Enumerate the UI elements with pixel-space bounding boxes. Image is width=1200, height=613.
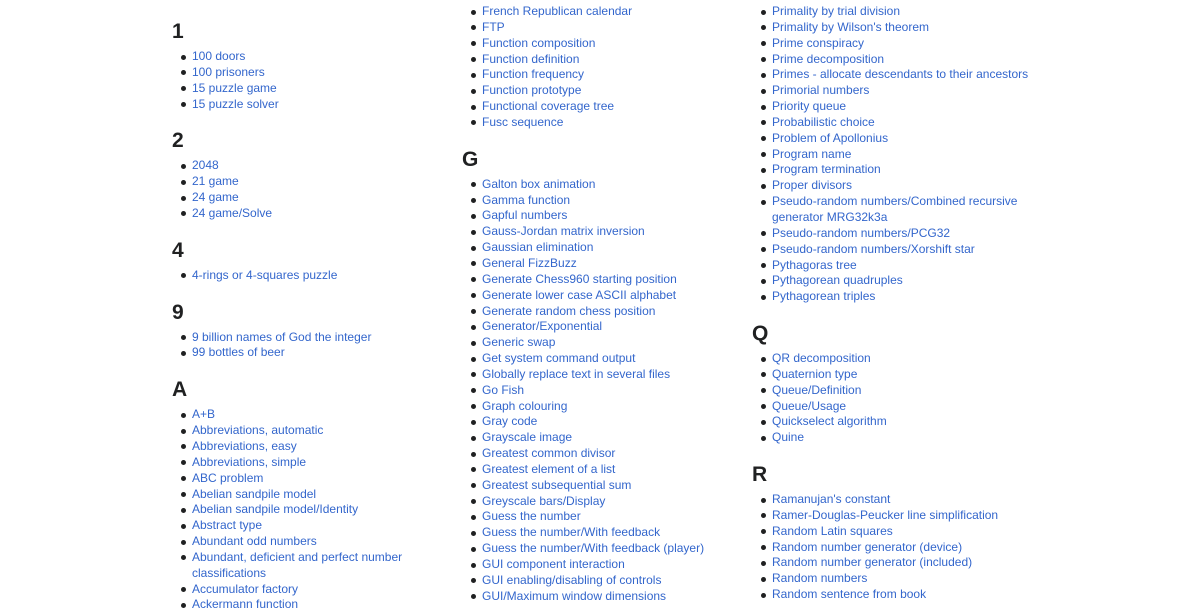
section-heading-a: A xyxy=(172,378,188,402)
task-link[interactable]: French Republican calendar xyxy=(482,4,633,18)
task-link[interactable]: ABC problem xyxy=(192,470,264,485)
task-link[interactable]: Fusc sequence xyxy=(482,114,564,129)
list-item xyxy=(172,49,452,65)
list-item xyxy=(462,67,742,83)
task-link[interactable]: Function composition xyxy=(482,35,596,50)
section-list-g xyxy=(462,177,742,605)
task-link[interactable]: Quickselect algorithm xyxy=(772,414,887,429)
task-link[interactable]: FTP xyxy=(482,19,505,34)
list-item xyxy=(172,190,452,206)
task-link[interactable]: Grayscale image xyxy=(482,430,573,445)
task-link[interactable]: Abelian sandpile model xyxy=(192,486,317,501)
list-item xyxy=(462,319,742,335)
task-link[interactable]: Priority queue xyxy=(772,99,847,114)
list-item xyxy=(462,494,742,510)
list-item xyxy=(172,550,452,582)
task-link[interactable]: Abbreviations, automatic xyxy=(192,423,324,438)
section-heading-r: R xyxy=(752,463,768,487)
task-link[interactable]: Function definition xyxy=(482,51,580,66)
list-item xyxy=(752,508,1032,524)
list-item xyxy=(752,147,1032,163)
task-link[interactable]: 2048 xyxy=(192,158,219,173)
list-item xyxy=(752,367,1032,383)
task-link[interactable]: GUI enabling/disabling of controls xyxy=(482,572,662,587)
list-item xyxy=(462,115,742,131)
task-link[interactable]: Abundant, deficient and perfect number classifications xyxy=(192,549,403,580)
list-item xyxy=(462,399,742,415)
list-item xyxy=(172,471,452,487)
list-item xyxy=(172,345,452,361)
task-link[interactable]: Pseudo-random numbers/PCG32 xyxy=(772,225,951,240)
list-item xyxy=(752,555,1032,571)
list-item xyxy=(462,193,742,209)
task-link[interactable]: Generate Chess960 starting position xyxy=(482,271,677,286)
list-item xyxy=(462,240,742,256)
list-item xyxy=(752,83,1032,99)
list-item xyxy=(462,557,742,573)
section-list-9 xyxy=(172,330,452,362)
list-item xyxy=(172,81,452,97)
task-link[interactable]: 15 puzzle game xyxy=(192,80,277,95)
task-link[interactable]: 100 doors xyxy=(192,49,246,63)
list-item xyxy=(752,4,1032,20)
column-1 xyxy=(172,19,452,613)
task-link[interactable]: Greatest element of a list xyxy=(482,461,616,476)
task-link[interactable]: Queue/Usage xyxy=(772,398,847,413)
task-link[interactable]: Random numbers xyxy=(772,571,868,586)
list-item xyxy=(752,414,1032,430)
task-link[interactable]: Primorial numbers xyxy=(772,83,870,98)
task-link[interactable]: 4-rings or 4-squares puzzle xyxy=(192,267,338,282)
list-item xyxy=(462,20,742,36)
list-item xyxy=(462,351,742,367)
section-list-p xyxy=(752,4,1032,305)
list-item xyxy=(172,330,452,346)
list-item xyxy=(462,462,742,478)
section-heading-9: 9 xyxy=(172,300,184,324)
task-link[interactable]: Pythagorean triples xyxy=(772,289,876,304)
section-heading-2: 2 xyxy=(172,129,184,153)
list-item xyxy=(752,524,1032,540)
list-item xyxy=(462,52,742,68)
list-item xyxy=(752,399,1032,415)
list-item xyxy=(752,587,1032,603)
list-item xyxy=(752,273,1032,289)
list-item xyxy=(172,502,452,518)
section-list-1 xyxy=(172,49,452,112)
list-item xyxy=(462,83,742,99)
task-link[interactable]: Problem of Apollonius xyxy=(772,130,889,145)
task-link[interactable]: 24 game/Solve xyxy=(192,205,273,220)
list-item xyxy=(752,99,1032,115)
task-link[interactable]: General FizzBuzz xyxy=(482,255,577,270)
list-item xyxy=(462,288,742,304)
list-item xyxy=(172,174,452,190)
list-item xyxy=(172,582,452,598)
task-link[interactable]: Abbreviations, simple xyxy=(192,454,307,469)
section-list-r xyxy=(752,492,1032,603)
list-item xyxy=(752,36,1032,52)
list-item xyxy=(462,224,742,240)
list-item xyxy=(462,335,742,351)
task-link[interactable]: Abstract type xyxy=(192,518,263,533)
task-link[interactable]: Random number generator (device) xyxy=(772,539,963,554)
list-item xyxy=(462,256,742,272)
task-link[interactable]: Primality by Wilson's theorem xyxy=(772,19,929,34)
list-item xyxy=(172,597,452,613)
task-link[interactable]: Random number generator (included) xyxy=(772,555,973,570)
list-item xyxy=(752,67,1032,83)
task-link[interactable]: Program termination xyxy=(772,162,881,177)
task-link[interactable]: Abundant odd numbers xyxy=(192,534,317,549)
list-item xyxy=(462,446,742,462)
task-link[interactable]: Pythagoras tree xyxy=(772,257,857,272)
list-item xyxy=(172,268,452,284)
task-link[interactable]: Generic swap xyxy=(482,335,556,350)
task-link[interactable]: Random Latin squares xyxy=(772,523,893,538)
list-item xyxy=(752,571,1032,587)
section-heading-4: 4 xyxy=(172,238,184,262)
list-item xyxy=(172,487,452,503)
task-link[interactable]: Pseudo-random numbers/Xorshift star xyxy=(772,241,975,256)
task-link[interactable]: Gamma function xyxy=(482,192,571,207)
section-list-q xyxy=(752,351,1032,446)
list-item xyxy=(172,407,452,423)
task-link[interactable]: Gaussian elimination xyxy=(482,240,594,255)
list-item xyxy=(462,573,742,589)
task-link[interactable]: 24 game xyxy=(192,190,239,205)
list-item xyxy=(752,52,1032,68)
list-item xyxy=(752,540,1032,556)
list-item xyxy=(462,36,742,52)
task-link[interactable]: GUI component interaction xyxy=(482,557,625,571)
column-2 xyxy=(462,4,742,605)
task-link[interactable]: Quaternion type xyxy=(772,366,858,381)
section-list-a xyxy=(172,407,452,613)
task-link[interactable]: Guess the number/With feedback (player) xyxy=(482,541,705,556)
section-heading-q: Q xyxy=(752,322,769,346)
list-item xyxy=(462,99,742,115)
task-link[interactable]: Graph colouring xyxy=(482,398,568,413)
task-link[interactable]: Function frequency xyxy=(482,67,585,82)
task-link[interactable]: Ackermann function xyxy=(192,597,299,612)
list-item xyxy=(462,4,742,20)
task-link[interactable]: 9 billion names of God the integer xyxy=(192,329,372,344)
list-item xyxy=(752,351,1032,367)
task-link[interactable]: Gapful numbers xyxy=(482,208,568,223)
task-link[interactable]: Guess the number/With feedback xyxy=(482,525,661,540)
list-item xyxy=(752,289,1032,305)
list-item xyxy=(752,20,1032,36)
task-link[interactable]: Function prototype xyxy=(482,83,582,98)
list-item xyxy=(462,525,742,541)
list-item xyxy=(752,430,1032,446)
task-link[interactable]: Quine xyxy=(772,430,805,445)
task-link[interactable]: Primes - allocate descendants to their ancestors xyxy=(772,67,1029,82)
list-item xyxy=(172,158,452,174)
list-item xyxy=(462,208,742,224)
task-link[interactable]: Ramanujan's constant xyxy=(772,492,891,507)
task-link[interactable]: GUI/Maximum window dimensions xyxy=(482,588,667,603)
task-link[interactable]: Get system command output xyxy=(482,351,636,366)
task-link[interactable]: Greyscale bars/Display xyxy=(482,493,606,508)
list-item xyxy=(462,509,742,525)
task-link[interactable]: Generate lower case ASCII alphabet xyxy=(482,287,677,302)
task-link[interactable]: Globally replace text in several files xyxy=(482,366,671,381)
task-link[interactable]: Gauss-Jordan matrix inversion xyxy=(482,224,645,239)
task-link[interactable]: Prime decomposition xyxy=(772,51,885,66)
list-item xyxy=(462,367,742,383)
list-item xyxy=(462,414,742,430)
task-link[interactable]: Generator/Exponential xyxy=(482,319,603,334)
list-item xyxy=(172,518,452,534)
task-link[interactable]: Probabilistic choice xyxy=(772,114,875,129)
section-list-2 xyxy=(172,158,452,221)
task-link[interactable]: 100 prisoners xyxy=(192,64,265,79)
list-item xyxy=(462,589,742,605)
task-link[interactable]: A+B xyxy=(192,407,216,422)
list-item xyxy=(752,242,1032,258)
task-link[interactable]: Greatest common divisor xyxy=(482,446,616,461)
list-item xyxy=(462,541,742,557)
list-item xyxy=(172,534,452,550)
task-link[interactable]: Pythagorean quadruples xyxy=(772,273,903,288)
task-link[interactable]: Generate random chess position xyxy=(482,303,656,318)
task-link[interactable]: Prime conspiracy xyxy=(772,35,865,50)
list-item xyxy=(172,439,452,455)
list-item xyxy=(462,383,742,399)
list-item xyxy=(752,162,1032,178)
task-link[interactable]: Galton box animation xyxy=(482,176,596,191)
task-link[interactable]: Go Fish xyxy=(482,382,525,397)
task-link[interactable]: Gray code xyxy=(482,414,538,429)
section-heading-1: 1 xyxy=(172,20,184,43)
list-item xyxy=(752,383,1032,399)
list-item xyxy=(752,115,1032,131)
section-list-4 xyxy=(172,268,452,284)
task-link[interactable]: Queue/Definition xyxy=(772,382,862,397)
list-item xyxy=(172,423,452,439)
task-link[interactable]: Abbreviations, easy xyxy=(192,438,297,453)
list-item xyxy=(172,65,452,81)
task-link[interactable]: Guess the number xyxy=(482,509,581,524)
list-item xyxy=(462,430,742,446)
task-link[interactable]: 21 game xyxy=(192,174,239,189)
list-item xyxy=(462,478,742,494)
list-item xyxy=(752,194,1032,226)
task-link[interactable]: 99 bottles of beer xyxy=(192,345,285,360)
list-item xyxy=(462,272,742,288)
task-link[interactable]: Ramer-Douglas-Peucker line simplification xyxy=(772,507,999,522)
list-item xyxy=(752,131,1032,147)
list-item xyxy=(172,97,452,113)
list-item xyxy=(462,177,742,193)
task-link[interactable]: Primality by trial division xyxy=(772,4,901,18)
task-link[interactable]: Proper divisors xyxy=(772,178,853,193)
section-list-f xyxy=(462,4,742,131)
task-link[interactable]: QR decomposition xyxy=(772,351,871,366)
list-item xyxy=(752,178,1032,194)
list-item xyxy=(172,455,452,471)
task-link[interactable]: Pseudo-random numbers/Combined recursive generator MRG32k3a xyxy=(772,194,1018,224)
task-link[interactable]: Functional coverage tree xyxy=(482,99,615,114)
list-item xyxy=(752,226,1032,242)
list-item xyxy=(752,258,1032,274)
list-item xyxy=(752,492,1032,508)
task-link[interactable]: Greatest subsequential sum xyxy=(482,477,632,492)
list-item xyxy=(172,206,452,222)
task-link[interactable]: Program name xyxy=(772,146,852,161)
list-item xyxy=(462,304,742,320)
column-3 xyxy=(752,4,1032,603)
section-heading-g: G xyxy=(462,147,479,171)
task-link[interactable]: Accumulator factory xyxy=(192,581,299,596)
task-link[interactable]: 15 puzzle solver xyxy=(192,96,279,111)
task-link[interactable]: Random sentence from book xyxy=(772,587,927,602)
task-link[interactable]: Abelian sandpile model/Identity xyxy=(192,502,359,517)
